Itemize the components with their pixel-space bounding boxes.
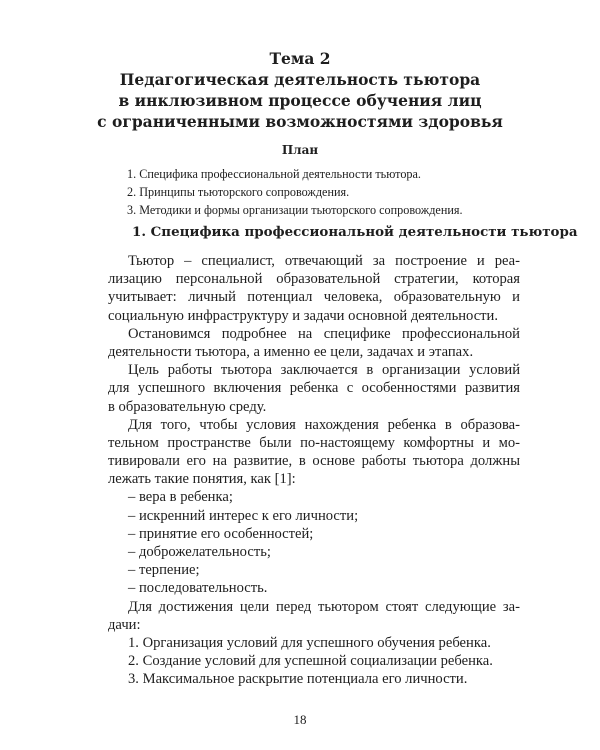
plan-title: План <box>281 143 319 157</box>
plan-list <box>127 165 463 219</box>
paragraph-line: лизацию персональной образовательной стратегии, которая <box>108 271 520 288</box>
paragraph-line: социальную инфраструктуру и задачи основной деятельности. <box>108 307 499 324</box>
section-title: 1. Специфика профессиональной деятельности тьютора <box>132 224 578 240</box>
concept-item: – принятие его особенностей; <box>128 525 314 542</box>
paragraph-line: Остановимся подробнее на специфике профессиональной <box>128 325 520 342</box>
paragraph-line: деятельности тьютора, а именно ее цели, задачах и этапах. <box>108 343 474 360</box>
paragraph-line: Тьютор – специалист, отвечающий за построение и реа- <box>128 253 520 269</box>
paragraph-line: Цель работы тьютора заключается в организации условий <box>128 362 520 379</box>
concept-item: – доброжелательность; <box>128 544 271 560</box>
paragraph-line: в образовательную среду. <box>108 398 267 415</box>
plan-item: 1. Специфика профессиональной деятельности тьютора. <box>127 167 421 181</box>
task-item: 1. Организация условий для успешного обучения ребенка. <box>128 634 491 651</box>
task-item: 3. Максимальное раскрытие потенциала его личности. <box>128 671 468 688</box>
paragraph-line: тивировали его на развитие, в основе работы тьютора должны <box>108 453 520 470</box>
topic-heading <box>0 48 600 132</box>
concept-item: – искренний интерес к его личности; <box>128 507 359 524</box>
paragraph-line: Для достижения цели перед тьютором стоят следующие за- <box>128 598 520 615</box>
paragraph-line: Для того, чтобы условия нахождения ребенка в образова- <box>128 416 520 433</box>
paragraph-line: для успешного включения ребенка с особенностями развития <box>108 380 520 397</box>
concept-item: – последовательность. <box>128 580 268 597</box>
topic-title-line: Педагогическая деятельность тьютора <box>119 70 481 89</box>
plan-item: 3. Методики и формы организации тьюторского сопровождения. <box>127 203 463 217</box>
concept-item: – вера в ребенка; <box>128 489 233 506</box>
paragraph-line: лежать такие понятия, как [1]: <box>108 471 296 488</box>
paragraph-line: дачи: <box>108 616 141 633</box>
concept-item: – терпение; <box>128 562 200 579</box>
task-item: 2. Создание условий для успешной социализации ребенка. <box>128 653 493 670</box>
body-text <box>108 252 520 689</box>
paragraph-line: учитывает: личный потенциал человека, образовательную и <box>108 289 520 306</box>
topic-title-line: в инклюзивном процессе обучения лиц <box>118 91 482 110</box>
topic-number: Тема 2 <box>269 49 331 68</box>
paragraph-line: тельном пространстве были по-настоящему комфортны и мо- <box>108 434 520 451</box>
plan-item: 2. Принципы тьюторского сопровождения. <box>127 185 350 199</box>
topic-title-line: с ограниченными возможностями здоровья <box>97 112 503 131</box>
page-number: 18 <box>293 712 307 727</box>
